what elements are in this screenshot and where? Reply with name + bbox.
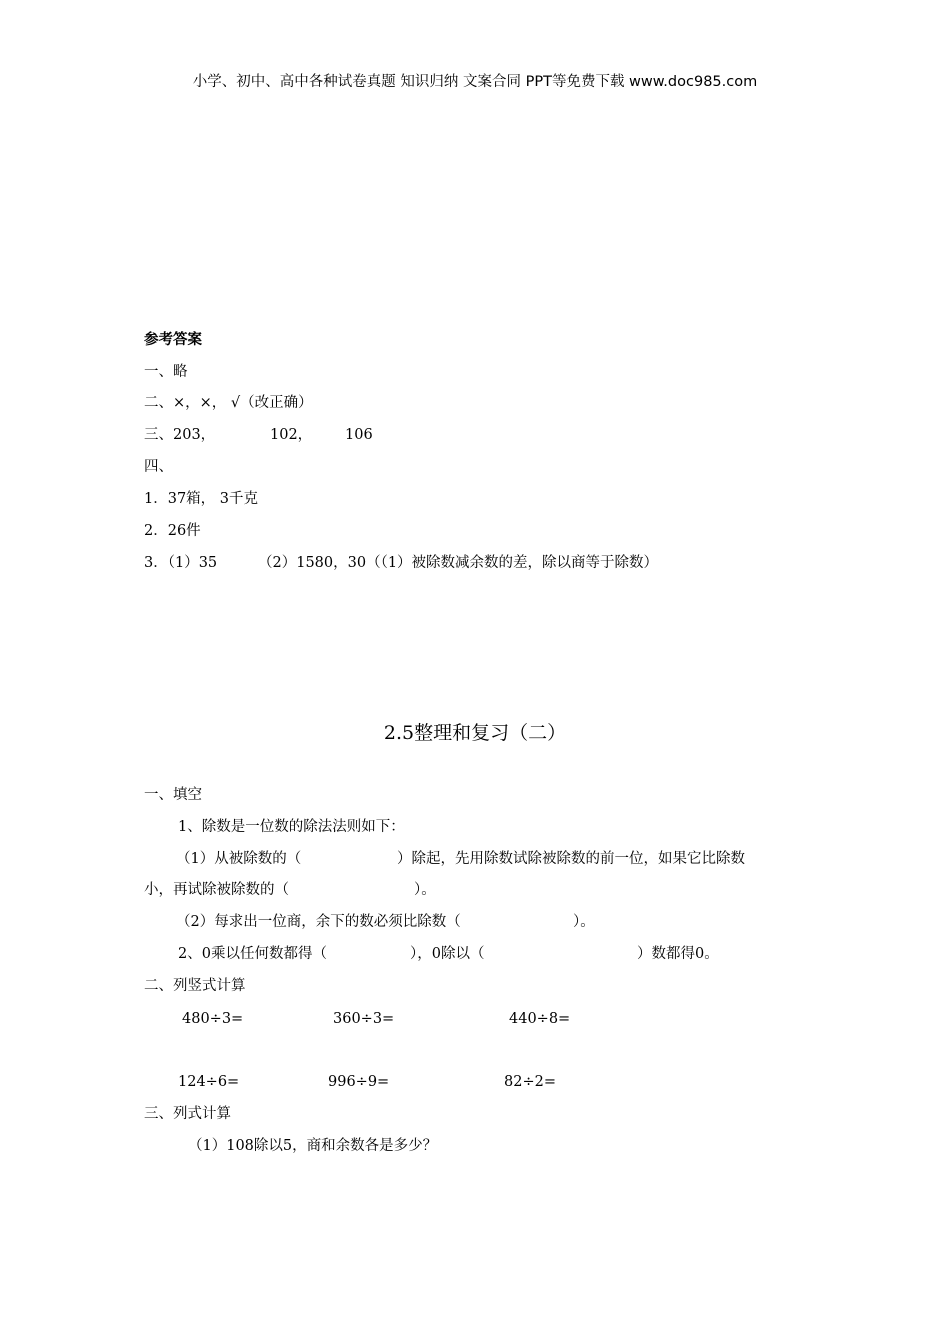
q1-item2-a: 2、0乘以任何数都得（ xyxy=(178,946,327,962)
q1-sub1-a: （1）从被除数的（ xyxy=(176,851,302,867)
answer-3-v2: 102， xyxy=(270,427,313,443)
q1-sub1-d: ）。 xyxy=(414,882,436,898)
answer-4-3-part2: （2）1580，30（（1）被除数减余数的差，除以商等于除数） xyxy=(258,555,659,571)
answer-4-2: 2．26件 xyxy=(144,523,201,539)
q1-sub2-b: ）。 xyxy=(573,914,595,930)
q1-item2-b: ），0除以（ xyxy=(410,946,485,962)
q1-item1: 1、除数是一位数的除法法则如下： xyxy=(178,819,405,835)
q2-problem: 82÷2= xyxy=(504,1074,556,1090)
q1-item2-c: ）数都得0。 xyxy=(637,946,719,962)
answers-title: 参考答案 xyxy=(144,332,202,348)
answer-4-1: 1．37箱， 3千克 xyxy=(144,491,259,507)
q1-sub1-b: ）除起，先用除数试除被除数的前一位，如果它比除数 xyxy=(397,851,745,867)
q2-problem: 360÷3= xyxy=(333,1011,395,1027)
answer-3 xyxy=(144,426,215,444)
q2-problem: 440÷8= xyxy=(509,1011,571,1027)
q2-heading: 二、列竖式计算 xyxy=(144,978,246,994)
answer-2: 二、×，×， √（改正确） xyxy=(144,395,313,411)
answer-4-3-part1: 3．（1）35 xyxy=(144,555,218,571)
q1-sub2-a: （2）每求出一位商，余下的数必须比除数（ xyxy=(176,914,461,930)
page-header: 小学、初中、高中各种试卷真题 知识归纳 文案合同 PPT等免费下载 www.doc985.com xyxy=(192,74,758,90)
answer-1: 一、略 xyxy=(144,364,188,380)
answer-3-label: 三、203， xyxy=(144,427,216,443)
q1-heading: 一、填空 xyxy=(144,787,202,803)
answer-4: 四、 xyxy=(144,459,173,475)
q1-sub1-c: 小，再试除被除数的（ xyxy=(144,882,289,898)
q2-problem: 480÷3= xyxy=(182,1011,244,1027)
section-title: 2.5整理和复习（二） xyxy=(383,722,567,744)
q3-item1: （1）108除以5，商和余数各是多少？ xyxy=(188,1138,438,1154)
answer-3-v3: 106 xyxy=(345,427,373,443)
q2-problem: 124÷6= xyxy=(178,1074,240,1090)
q3-heading: 三、列式计算 xyxy=(144,1106,231,1122)
q2-problem: 996÷9= xyxy=(328,1074,390,1090)
